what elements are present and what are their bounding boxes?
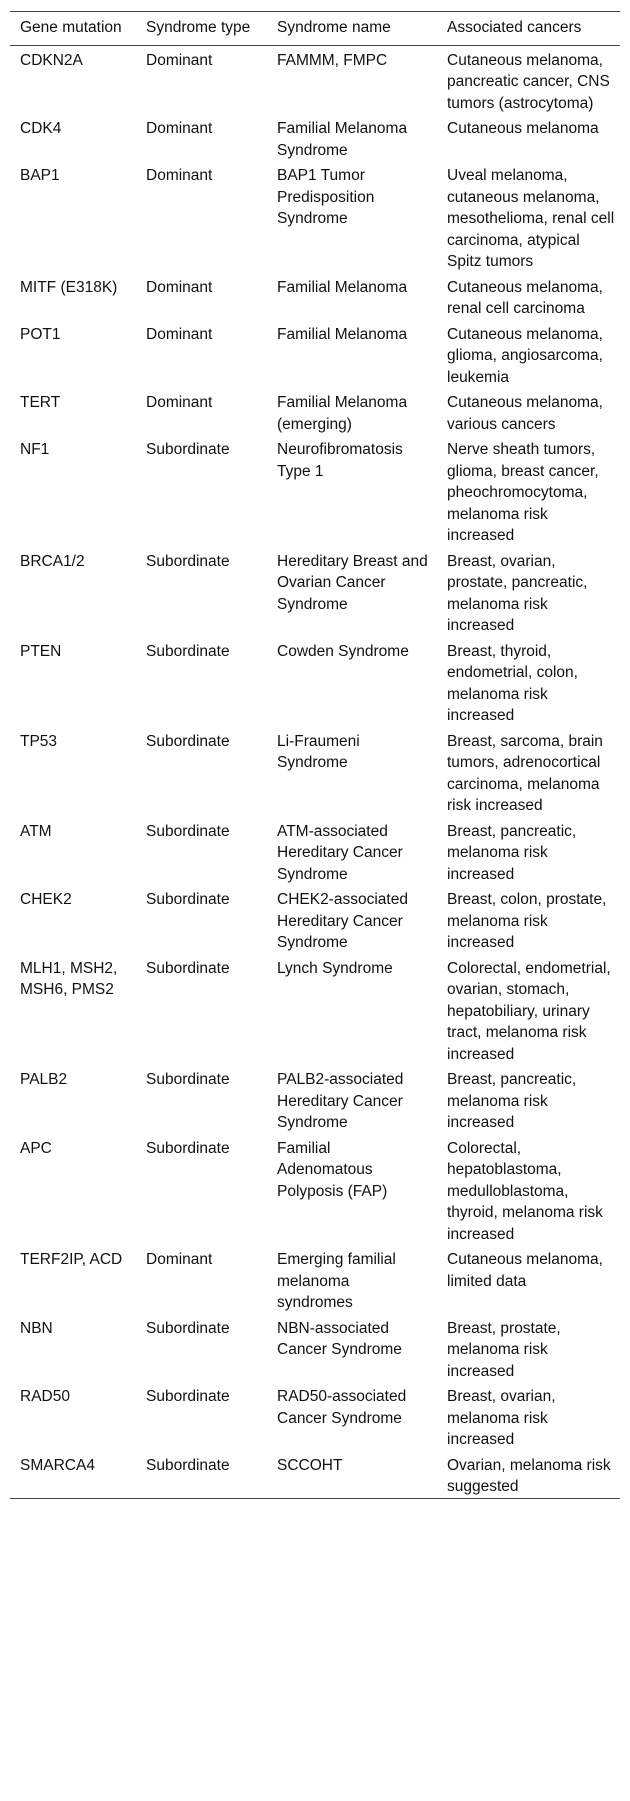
- associated-cancers-cell: Cutaneous melanoma, renal cell carcinoma: [447, 278, 603, 317]
- associated-cancers-cell: Cutaneous melanoma, glioma, angiosarcoma, leukemia: [447, 325, 603, 386]
- gene-mutation-cell: NBN: [20, 1319, 53, 1337]
- table-row: [10, 388, 620, 435]
- gene-mutation-cell: CDKN2A: [20, 51, 83, 69]
- associated-cancers-cell: Breast, pancreatic, melanoma risk increased: [447, 822, 577, 883]
- table-header: [10, 12, 620, 46]
- header-syndrome-type: Syndrome type: [146, 19, 251, 36]
- syndrome-name-cell: FAMMM, FMPC: [277, 51, 388, 69]
- gene-mutation-cell: CHEK2: [20, 891, 72, 908]
- syndrome-type-cell: Subordinate: [146, 959, 230, 977]
- syndrome-name-cell: SCCOHT: [277, 1456, 343, 1474]
- syndrome-name-cell: Familial Melanoma: [277, 325, 408, 343]
- header-associated-cancers: Associated cancers: [447, 19, 582, 36]
- syndrome-type-cell: Dominant: [146, 167, 213, 184]
- associated-cancers-cell: Cutaneous melanoma, pancreatic cancer, CNS tumors (astrocytoma): [447, 51, 610, 112]
- syndrome-name-cell: Familial Adenomatous Polyposis (FAP): [277, 1139, 388, 1200]
- syndrome-name-cell: RAD50-associated Cancer Syndrome: [277, 1388, 407, 1427]
- table-row: [10, 637, 620, 727]
- syndrome-name-cell: Familial Melanoma: [277, 278, 408, 296]
- syndrome-name-cell: NBN-associated Cancer Syndrome: [277, 1319, 402, 1358]
- table-row: [10, 1134, 620, 1246]
- gene-mutation-cell: SMARCA4: [20, 1456, 95, 1474]
- associated-cancers-cell: Breast, ovarian, melanoma risk increased: [447, 1388, 556, 1448]
- gene-mutation-cell: ATM: [20, 822, 52, 840]
- table-row: [10, 817, 620, 886]
- syndrome-name-cell: CHEK2-associated Hereditary Cancer Syndrome: [277, 891, 408, 951]
- syndrome-name-cell: Familial Melanoma (emerging): [277, 394, 408, 433]
- syndrome-type-cell: Subordinate: [146, 642, 230, 660]
- syndrome-type-cell: Subordinate: [146, 552, 230, 570]
- associated-cancers-cell: Cutaneous melanoma: [447, 120, 599, 137]
- syndrome-type-cell: Subordinate: [146, 1319, 230, 1337]
- syndrome-type-cell: Subordinate: [146, 441, 230, 458]
- table-row: [10, 320, 620, 389]
- table-row: [10, 727, 620, 817]
- gene-mutation-cell: MITF (E318K): [20, 278, 118, 296]
- syndrome-type-cell: Dominant: [146, 394, 213, 411]
- syndrome-name-cell: Li-Fraumeni Syndrome: [277, 732, 360, 771]
- associated-cancers-cell: Cutaneous melanoma, limited data: [447, 1251, 603, 1290]
- syndrome-type-cell: Dominant: [146, 278, 213, 296]
- table-row: [10, 1451, 620, 1499]
- gene-mutation-cell: CDK4: [20, 120, 62, 137]
- table-row: [10, 273, 620, 320]
- associated-cancers-cell: Breast, sarcoma, brain tumors, adrenocortical carcinoma, melanoma risk increased: [447, 732, 603, 814]
- gene-mutation-cell: NF1: [20, 441, 50, 458]
- associated-cancers-cell: Breast, ovarian, prostate, pancreatic, melanoma risk increased: [447, 552, 588, 634]
- table-row: [10, 1314, 620, 1383]
- gene-mutation-cell: TP53: [20, 732, 58, 750]
- syndrome-type-cell: Dominant: [146, 120, 213, 137]
- gene-mutation-cell: RAD50: [20, 1388, 70, 1405]
- gene-mutation-cell: PALB2: [20, 1071, 68, 1088]
- table-row: [10, 547, 620, 637]
- table-row: [10, 435, 620, 547]
- gene-mutation-cell: TERF2IP, ACD: [20, 1251, 123, 1268]
- syndrome-type-cell: Dominant: [146, 51, 213, 69]
- syndrome-name-cell: Neurofibromatosis Type 1: [277, 441, 403, 480]
- header-row: [10, 12, 620, 46]
- gene-mutation-cell: MLH1, MSH2, MSH6, PMS2: [20, 959, 118, 998]
- associated-cancers-cell: Breast, colon, prostate, melanoma risk increased: [447, 891, 607, 951]
- associated-cancers-cell: Colorectal, hepatoblastoma, medulloblastoma, thyroid, melanoma risk increased: [447, 1139, 603, 1243]
- table-row: [10, 1382, 620, 1451]
- syndrome-type-cell: Subordinate: [146, 1456, 230, 1474]
- associated-cancers-cell: Cutaneous melanoma, various cancers: [447, 394, 603, 433]
- syndrome-type-cell: Subordinate: [146, 891, 230, 908]
- syndrome-type-cell: Dominant: [146, 325, 213, 343]
- gene-mutation-cell: POT1: [20, 325, 61, 343]
- syndrome-table-container: [10, 11, 620, 1499]
- table-row: [10, 885, 620, 954]
- associated-cancers-cell: Breast, prostate, melanoma risk increased: [447, 1319, 561, 1380]
- syndrome-name-cell: Lynch Syndrome: [277, 959, 393, 977]
- table-row: [10, 1245, 620, 1314]
- associated-cancers-cell: Uveal melanoma, cutaneous melanoma, mesothelioma, renal cell carcinoma, atypical Spitz tumors: [447, 167, 615, 270]
- associated-cancers-cell: Nerve sheath tumors, glioma, breast cancer, pheochromocytoma, melanoma risk increased: [447, 441, 599, 544]
- syndrome-name-cell: Cowden Syndrome: [277, 642, 409, 660]
- table-body: [10, 45, 620, 1498]
- header-gene-mutation: Gene mutation: [20, 19, 122, 36]
- table-row: [10, 1065, 620, 1134]
- syndrome-name-cell: Hereditary Breast and Ovarian Cancer Syndrome: [277, 552, 428, 613]
- syndrome-name-cell: ATM-associated Hereditary Cancer Syndrome: [277, 822, 403, 883]
- gene-mutation-cell: TERT: [20, 394, 61, 411]
- syndrome-type-cell: Dominant: [146, 1251, 213, 1268]
- syndrome-type-cell: Subordinate: [146, 822, 230, 840]
- header-syndrome-name: Syndrome name: [277, 19, 391, 36]
- syndrome-type-cell: Subordinate: [146, 1388, 230, 1405]
- syndrome-name-cell: Familial Melanoma Syndrome: [277, 120, 408, 159]
- table-row: [10, 161, 620, 273]
- syndrome-name-cell: BAP1 Tumor Predisposition Syndrome: [277, 167, 375, 227]
- gene-mutation-cell: APC: [20, 1139, 52, 1157]
- gene-mutation-cell: BRCA1/2: [20, 552, 85, 570]
- syndrome-type-cell: Subordinate: [146, 1139, 230, 1157]
- syndrome-type-cell: Subordinate: [146, 1071, 230, 1088]
- syndrome-name-cell: PALB2-associated Hereditary Cancer Syndrome: [277, 1071, 404, 1131]
- table-row: [10, 45, 620, 114]
- table-row: [10, 954, 620, 1066]
- table-row: [10, 114, 620, 161]
- syndrome-type-cell: Subordinate: [146, 732, 230, 750]
- associated-cancers-cell: Ovarian, melanoma risk suggested: [447, 1456, 611, 1495]
- syndrome-name-cell: Emerging familial melanoma syndromes: [277, 1251, 396, 1311]
- gene-mutation-cell: BAP1: [20, 167, 60, 184]
- hereditary-melanoma-syndrome-table: [10, 11, 620, 1499]
- associated-cancers-cell: Breast, thyroid, endometrial, colon, melanoma risk increased: [447, 642, 578, 724]
- associated-cancers-cell: Colorectal, endometrial, ovarian, stomach, hepatobiliary, urinary tract, melanoma risk increased: [447, 959, 611, 1063]
- gene-mutation-cell: PTEN: [20, 642, 62, 660]
- associated-cancers-cell: Breast, pancreatic, melanoma risk increased: [447, 1071, 577, 1131]
